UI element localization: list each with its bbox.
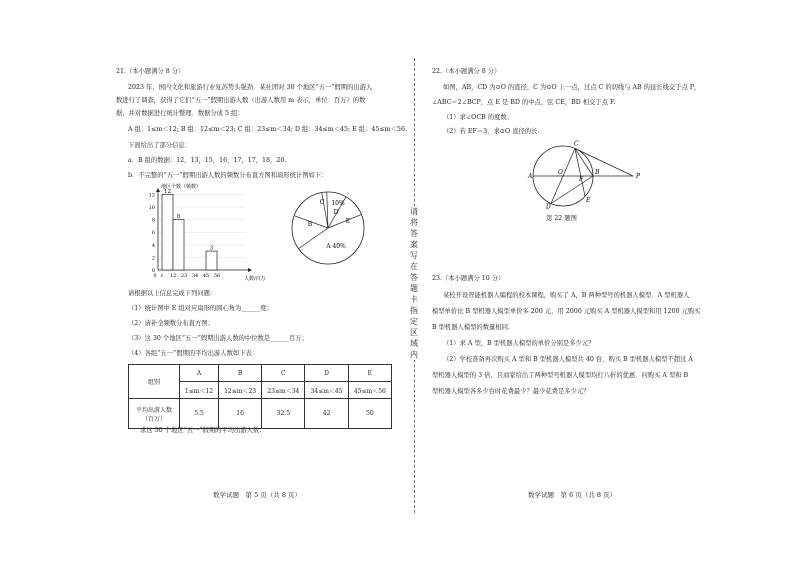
table-group-name: B [219, 365, 262, 382]
table-group-avg: 50 [348, 399, 391, 429]
x-tick-label: 23 [180, 273, 188, 279]
table-row-label-line2: （百万） [141, 415, 166, 423]
q22-subquestion-1: （1）求∠OCB 的度数； [443, 114, 513, 121]
table-group-range: 1≤m＜12 [180, 382, 219, 399]
q22-paragraph-line2: ∠ABC＝2∠BCP，点 E 是 BD 的中点，弦 CE，BD 相交于点 F. [432, 99, 616, 106]
pie-label: 10% [331, 200, 345, 207]
q21-subquestion-4: （4）各组“五一”假期的平均出游人数如下表： [128, 350, 259, 357]
pie-label: A 40% [326, 243, 346, 250]
table-group-name: D [305, 365, 348, 382]
y-tick-label: 6 [151, 230, 155, 237]
y-tick-label: 8 [151, 217, 155, 224]
y-tick-label: 2 [151, 255, 155, 262]
q23-subquestion-1: （1）求 A 型，B 型机器人模型的单价分别是多少元？ [443, 340, 595, 347]
x-tick-label: 12 [169, 273, 177, 279]
q23-subquestion-2a: （2）学校准备再次购买 A 型和 B 型机器人模型共 40 台，购买 B 型机器人模型不超过 A [443, 356, 693, 363]
point-label-c: C [574, 140, 579, 148]
point-label-e: E [586, 197, 591, 204]
right-footer: 数学试题 第 6 页（共 8 页） [528, 491, 617, 499]
table-row [129, 365, 392, 382]
table-group-range: 45≤m＜56 [348, 382, 391, 399]
table-group-avg: 5.5 [180, 399, 219, 429]
q21-info: 下面给出了部分信息： [128, 142, 191, 149]
pie-chart [288, 188, 368, 268]
x-tick-label: 34 [191, 273, 199, 279]
frequency-histogram [140, 182, 280, 282]
left-footer: 数学试题 第 5 页（共 8 页） [213, 491, 302, 499]
q21-answer-intro: 请根据以上信息完成下列问题： [128, 290, 217, 297]
q21-paragraph-line2: 数进行了调查，获得了它们“五一”假期出游人数（出游人数用 m 表示，单位：百万）的数 [116, 97, 366, 104]
bar-value-label: 3 [209, 245, 214, 252]
q23-subquestion-2c: 型机器人模型各多少台时花费最少？最少花费是多少元？ [432, 388, 590, 395]
q21-title: 21.（本小题满分 8 分） [116, 68, 185, 75]
x-tick-label: 56 [213, 273, 221, 279]
figure-caption: 第 22 题图 [546, 215, 577, 222]
table-group-avg: 32.5 [262, 399, 305, 429]
q21-paragraph-line1: 2023 年，国内文化和旅游行业复苏势头强劲．某社团对 30 个地区“五一”假期的出游人 [128, 84, 373, 91]
q22-subquestion-2: （2）若 EF＝3，求⊙O 直径的长. [443, 128, 540, 135]
q23-title: 23.（本小题满分 10 分） [432, 275, 505, 282]
vertical-note: 请将答案写在答题卡指定区域内 [410, 207, 418, 359]
table-group-name: E [348, 365, 391, 382]
y-tick-label: 4 [151, 242, 155, 249]
q21-item-b: b．不完整的“五一”假期出游人数的频数分布直方图和扇形统计图如下： [128, 172, 328, 179]
bar-value-label: 8 [176, 214, 181, 221]
point-label-d: D [546, 203, 551, 211]
point-label-a: A [528, 173, 533, 180]
x-tick-label: 45 [202, 273, 210, 279]
q23-subquestion-2b: 型机器人模型的 3 倍，且商家给出了两种型号机器人模型均打八折的优惠．问购买 A 型和 B [432, 372, 689, 379]
pie-label: E [345, 218, 351, 225]
x-tick-label: 0 [153, 273, 157, 279]
table-row-label [129, 399, 180, 429]
point-label-f: F [579, 176, 584, 183]
x-tick-label: 1 [160, 273, 164, 279]
histogram-bar [206, 251, 217, 270]
y-tick-label: 12 [148, 192, 155, 199]
table-header-label: 组别 [129, 365, 180, 399]
histogram-bar [162, 194, 173, 270]
q21-item-a: a．B 组的数据：12，13，15，16，17，17，18，20. [128, 157, 287, 164]
table-group-avg: 42 [305, 399, 348, 429]
q23-paragraph-line1: 某校开设智能机器人编程的校本课程，购买了 A，B 两种型号的机器人模型．A 型机器人 [443, 292, 690, 299]
point-label-o: O [558, 169, 563, 176]
pie-label: C [319, 199, 325, 206]
pie-label: D [333, 209, 339, 216]
bar-value-label: 12 [164, 188, 171, 195]
x-axis-arrow [248, 268, 252, 272]
q22-paragraph-line1: 如图，AB，CD 为⊙O 的直径，C 为⊙O 上一点，过点 C 的切线与 AB 的延长线交于点 P， [443, 84, 701, 91]
q21-subquestion-3: （3）这 30 个地区“五一”假期出游人数的中位数是______百万； [128, 335, 308, 342]
y-axis-label: 地区个数（频数） [161, 184, 202, 190]
q21-paragraph-line3: 据，并对数据进行统计整理．数据分成 5 组： [116, 110, 244, 117]
table-row [129, 399, 392, 429]
q22-title: 22.（本小题满分 8 分） [432, 68, 501, 75]
y-tick-label: 0 [151, 268, 155, 274]
group-average-table [128, 364, 392, 429]
table-group-range: 34≤m＜45 [305, 382, 348, 399]
q21-subquestion-2: （2）请补全频数分布直方图； [128, 320, 214, 327]
q23-paragraph-line3: B 型机器人模型的数量相同. [432, 324, 510, 331]
q21-subquestion-1: （1）统计图中 E 组对应扇形的圆心角为______度； [128, 305, 273, 312]
x-axis-label: 人数/百万 [244, 276, 266, 282]
pie-label: B [307, 221, 313, 228]
q21-final: 求这 30 个地区“五一”假期的平均出游人数. [140, 427, 262, 434]
histogram-bar [173, 220, 184, 270]
point-label-p: P [636, 173, 640, 180]
table-group-range: 23≤m＜34 [262, 382, 305, 399]
table-row-label-line1: 平均出游人数 [135, 406, 172, 414]
table-group-avg: 16 [219, 399, 262, 429]
q23-paragraph-line2: 模型单价比 B 型机器人模型单价多 200 元，用 2000 元购买 A 型机器人模型和用 1200 元购买 [432, 308, 701, 315]
y-tick-label: 10 [148, 205, 155, 211]
q21-groups: A 组：1≤m＜12; B 组：12≤m＜23; C 组：23≤m＜34; D 组：34≤m＜45; E 组：45≤m＜56. [128, 126, 407, 133]
table-group-name: A [180, 365, 219, 382]
table-group-name: C [262, 365, 305, 382]
table-group-range: 12≤m＜23 [219, 382, 262, 399]
point-label-b: B [595, 169, 600, 176]
y-axis-arrow [156, 188, 160, 192]
circle-geometry-figure [515, 136, 640, 216]
